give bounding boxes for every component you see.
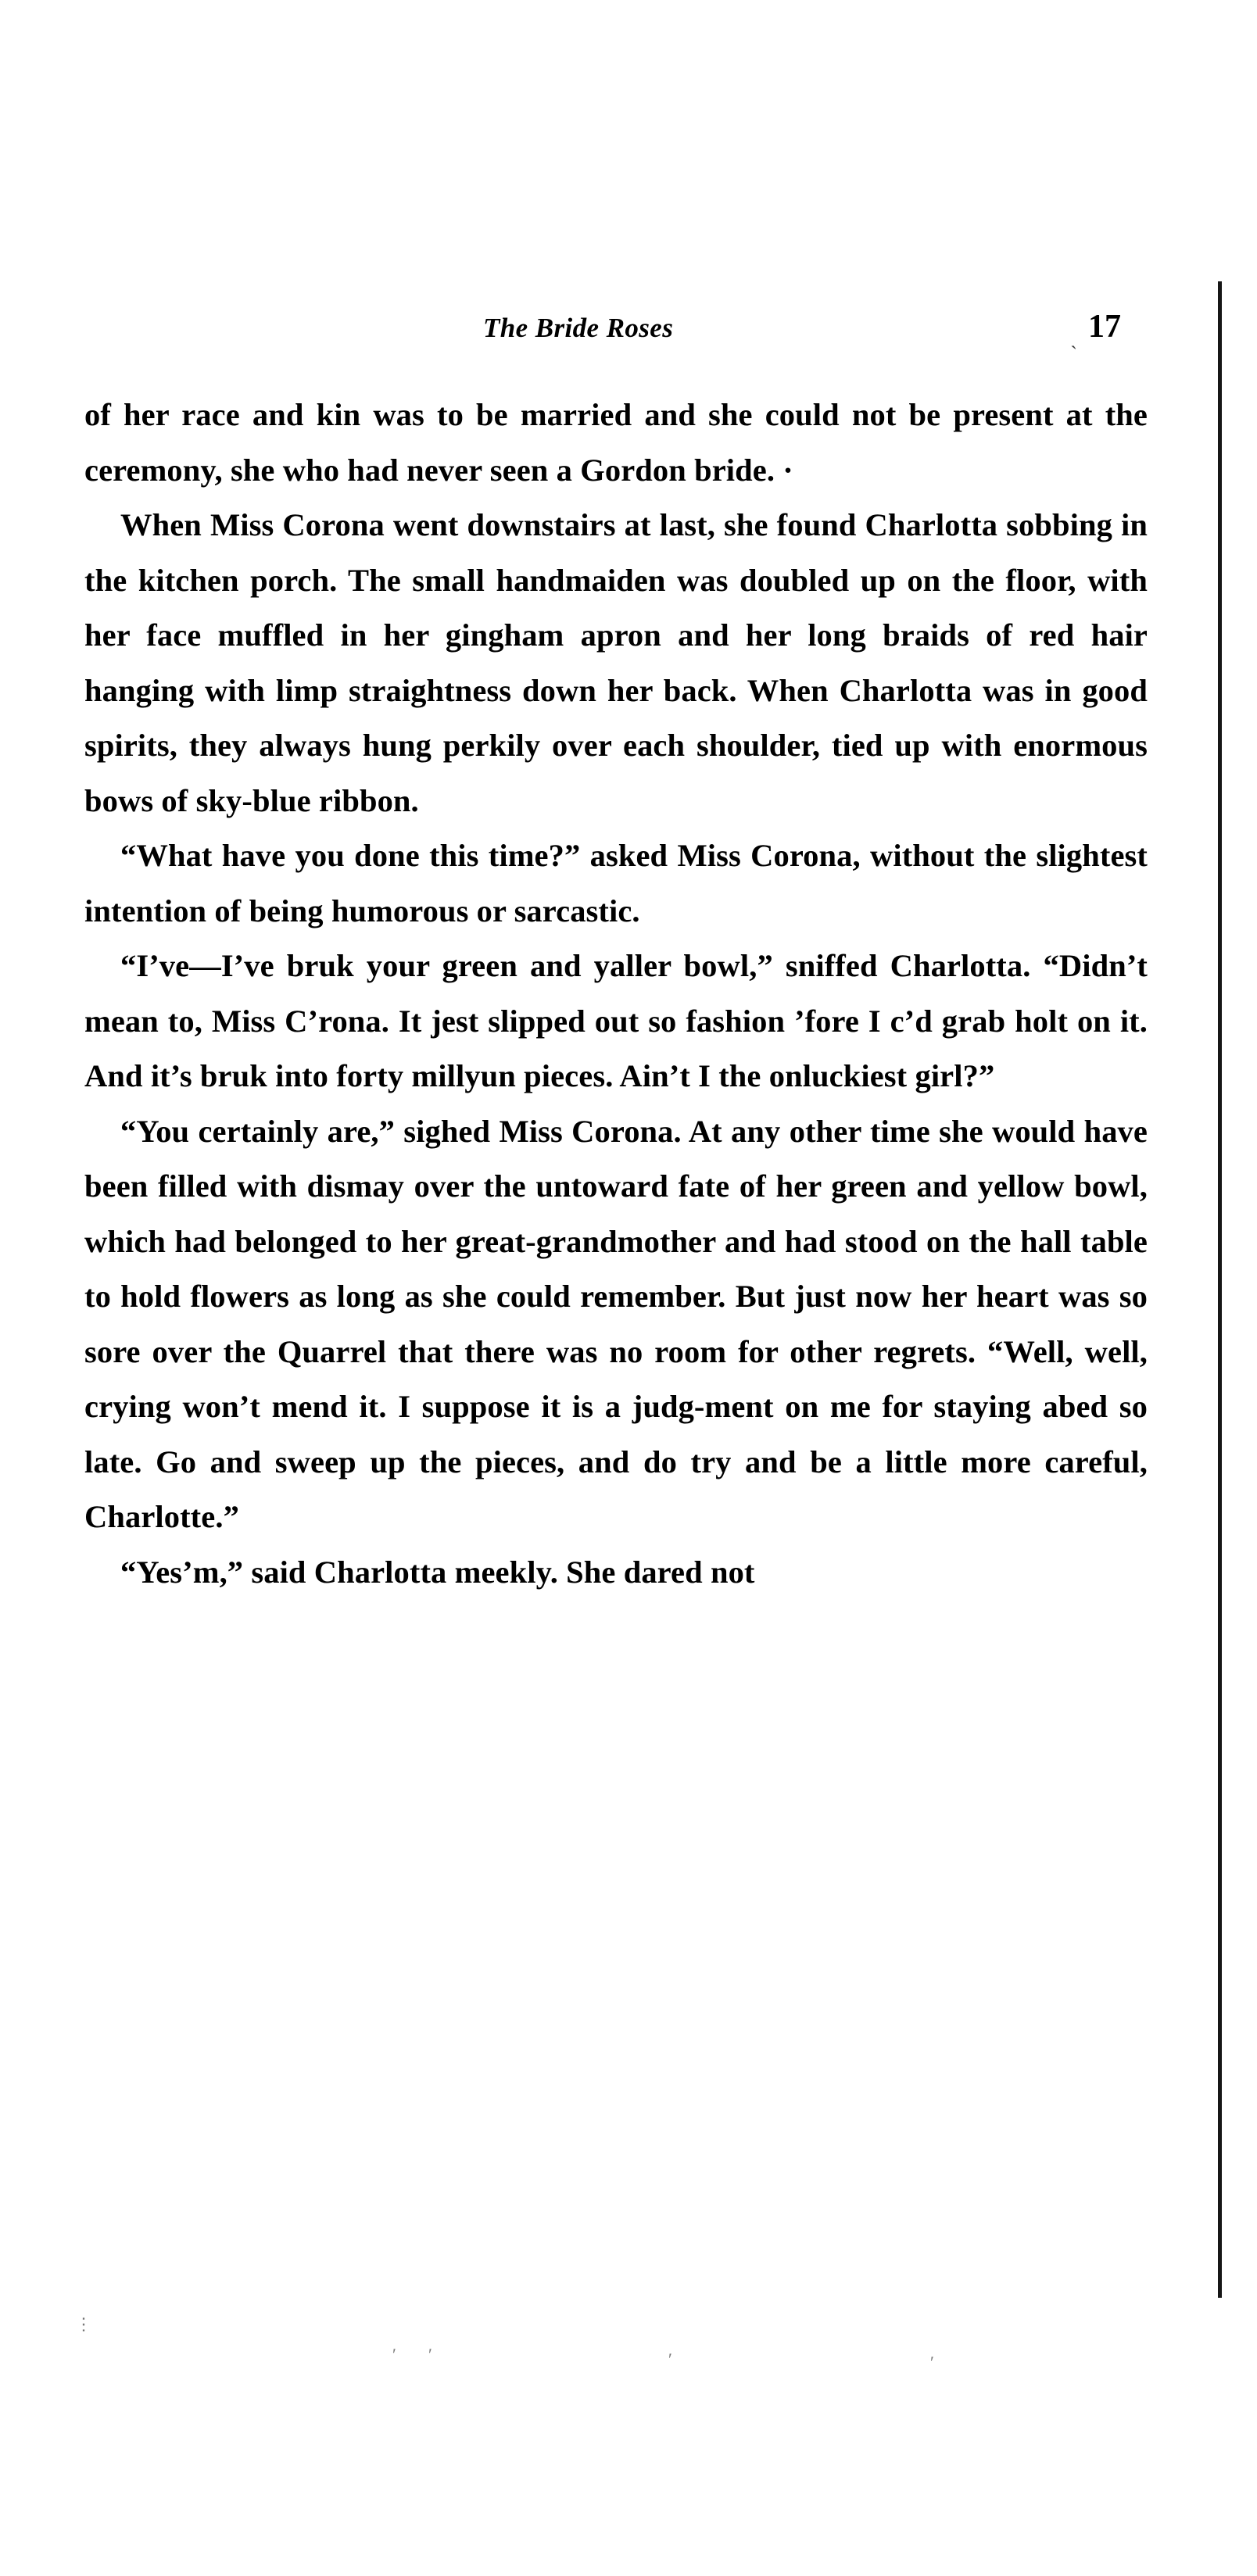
running-head-mark: ˎ <box>1070 327 1077 349</box>
margin-mark: ′ <box>392 2345 396 2364</box>
page-number: 17 <box>1088 309 1121 345</box>
margin-mark: ′ <box>668 2349 672 2369</box>
paragraph: When Miss Corona went downstairs at last, she found Charlotta sobbing in the kitchen porch. The small handmaiden was doubled up on the floor, with her face muffled in her gingham apron and her long braids of red hair hanging with limp straightness down her back. When Charlotta was in good spirits, they always hung perkily over each shoulder, tied up with enormous bows of sky-blue ribbon. <box>84 507 1148 818</box>
paragraph: “I’ve—I’ve bruk your green and yaller bowl,” sniffed Charlotta. “Didn’t mean to, Miss C’rona. It jest slipped out so fashion ’fore I c’d grab holt on it. And it’s bruk into forty millyun pieces. Ain’t I the onluckiest girl?” <box>84 948 1148 1093</box>
paragraph: “What have you done this time?” asked Miss Corona, without the slightest intention of being humorous or sarcastic. <box>84 838 1148 928</box>
paragraph: of her race and kin was to be married and she could not be present at the ceremony, she who had never seen a Gordon bride. · <box>84 397 1148 488</box>
paragraph: “You certainly are,” sighed Miss Corona. At any other time she would have been filled with dismay over the untoward fate of her green and yellow bowl, which had belonged to her great-grandmother and had stood on the hall table to hold flowers as long as she could remember. But just now her heart was so sore over the Quarrel that there was no room for other regrets. “Well, well, crying won’t mend it. I suppose it is a judg-ment on me for staying abed so late. Go and sweep up the pieces, and do try and be a little more careful, Charlotte.” <box>84 1113 1148 1534</box>
running-head-title: The Bride Roses <box>483 313 674 343</box>
page-gutter-edge <box>1218 281 1222 2298</box>
page-content <box>84 309 1163 1600</box>
body-text <box>84 388 1148 1600</box>
margin-mark: ⋮ <box>75 2314 92 2334</box>
running-head <box>84 309 1163 360</box>
margin-mark: ′ <box>930 2352 934 2372</box>
paragraph: “Yes’m,” said Charlotta meekly. She dared not <box>120 1554 755 1590</box>
margin-mark: ′ <box>428 2345 432 2364</box>
